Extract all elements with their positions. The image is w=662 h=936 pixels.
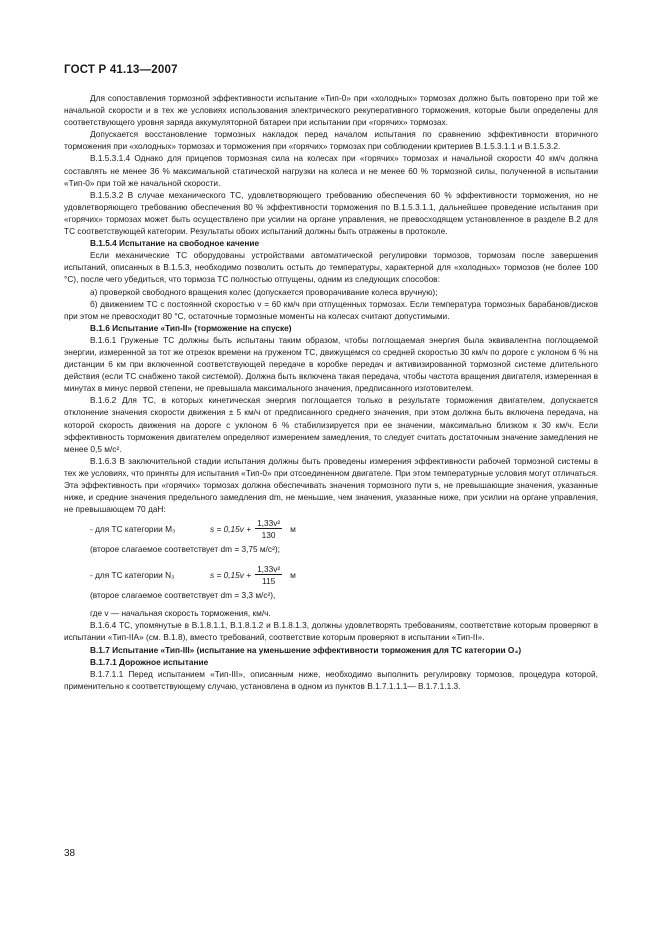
document-header: ГОСТ Р 41.13—2007: [64, 64, 178, 76]
formula-n3-note: (второе слагаемое соответствует dm = 3,3 м/с²),: [90, 590, 276, 601]
paragraph: В.1.7.1.1 Перед испытанием «Тип-III», описанным ниже, необходимо выполнить регулировку тормозов, процедура которой, применительно к соответствующему случаю, установлена в одном из пунктов В.1.7.1.1.1— В.1.7.1.1.3.: [64, 668, 598, 691]
formula-m3-note: (второе слагаемое соответствует dm = 3,75 м/с²);: [90, 544, 280, 555]
paragraph: Допускается восстановление тормозных накладок перед началом испытания по сравнению эффективности вторичного торможения при «холодных» тормозах и торможения при «горячих» тормозах при соблюдении критериев В.1.5.3.1.1 и В.1.5.3.2.: [64, 129, 598, 152]
document-body: [64, 92, 598, 692]
formula-n3-expression: [210, 564, 296, 586]
formula-n3-numerator: 1,33v²: [257, 564, 281, 575]
paragraph: Если механические ТС оборудованы устройствами автоматической регулировки тормозов, тормозам после завершения испытаний, описанных в В.1.5.3, необходимо позволить остыть до температуры, характерной для «холодных» тормозов (не более 100 °С), после чего убедиться, что тормоза ТС полностью отпущены, одним из следующих способов:: [64, 250, 598, 285]
paragraph: В.1.6.4 ТС, упомянутые в В.1.8.1.1, В.1.8.1.2 и В.1.8.1.3, должны удовлетворять требованиям, соответствие которым проверяют в испытании «Тип-IIА» (см. В.1.8), вместо требований, соответствие которым проверяют в испытании «Тип-II».: [64, 620, 598, 643]
formula-m3-lhs: s = 0,15v +: [210, 524, 252, 535]
section-heading: В.1.7.1 Дорожное испытание: [90, 656, 209, 667]
formula-n3-lhs: s = 0,15v +: [210, 570, 252, 581]
paragraph: Для сопоставления тормозной эффективности испытание «Тип-0» при «холодных» тормозах должно быть повторено при той же начальной скорости и в тех же условиях использования электрического рекуперативного торможения, которые были определены для соответствующего уровня заряда аккумуляторной батареи при испытании при «горячих» тормозах.: [64, 93, 598, 128]
formula-m3-fraction: [255, 518, 282, 540]
paragraph: В.1.6.3 В заключительной стадии испытания должны быть проведены измерения эффективности рабочей тормозной системы в тех же условиях, что приняты для испытания «Тип-0» при отсоединенном двигателе. При этом температурные условия могут отличаться. Эта эффективность при «горячих» тормозах должна обеспечивать значения тормозного пути s, не превышающие значения, указанные ниже, и средние значения предельного замедления dm, не меньшие, чем значения, указанные ниже, при усилии на органе управления, не превышающем 70 даН:: [64, 455, 598, 515]
paragraph: В.1.5.3.1.4 Однако для прицепов тормозная сила на колесах при «горячих» тормозах и начальной скорости 40 км/ч должна составлять не менее 36 % максимальной статической нагрузки на колеса и не менее 60 % тормозной силы, полученной в испытании «Тип-0» при той же начальной скорости.: [64, 153, 598, 188]
paragraph: а) проверкой свободного вращения колес (допускается проворачивание колеса вручную);: [90, 286, 438, 297]
paragraph: В.1.5.3.2 В случае механического ТС, удовлетворяющего требованию обеспечения 60 % эффективности торможения, но не удовлетворяющего требованию обеспечения 80 % эффективности торможения по В.1.5.3.1.1, дальнейшее проведение испытания при «горячих» тормозах может быть осуществлено при усилии на органе управления, не превосходящем установленное в разделе В.2 для ТС соответствующей категории. Результаты обоих испытаний должны быть отражены в протоколе.: [64, 189, 598, 237]
formula-n3: [90, 561, 598, 589]
formula-m3-unit: м: [290, 524, 296, 535]
formula-m3: [90, 515, 598, 543]
formula-m3-denominator: 130: [261, 530, 276, 541]
formula-m3-label: - для ТС категории M₃: [90, 524, 176, 535]
paragraph: б) движением ТС с постоянной скоростью v = 60 км/ч при отпущенных тормозах. Если температура тормозных барабанов/дисков при этом не превосходит 80 °С, остаточные тормозные моменты на колесах считают допустимыми.: [64, 298, 598, 321]
paragraph: где v — начальная скорость торможения, км/ч.: [90, 608, 271, 619]
paragraph: В.1.6.1 Груженые ТС должны быть испытаны таким образом, чтобы поглощаемая энергия была эквивалентна поглощаемой энергии, измеренной за тот же отрезок времени на груженом ТС, движущемся со средней скоростью 30 км/ч по дороге с уклоном 6 % на дистанции 6 км при включенной соответствующей передаче в коробке передач и активизированной тормозной системе длительного действия (если ТС снабжено такой системой). Должна быть включена такая передача, чтобы частота вращения двигателя, измеренная в минутах в минус первой степени, не превышала максимального значения, предписанного изготовителем.: [64, 334, 598, 394]
formula-n3-unit: м: [290, 570, 296, 581]
formula-m3-numerator: 1,33v²: [257, 518, 281, 529]
formula-n3-denominator: 115: [261, 576, 276, 587]
section-heading: В.1.6 Испытание «Тип-II» (торможение на спуске): [90, 322, 292, 333]
paragraph: В.1.6.2 Для ТС, в которых кинетическая энергия поглощается только в результате торможения двигателем, допускается отклонение значения скорости движения ± 5 км/ч от предписанного среднего значения, при этом должна быть включена передача, на которой скорость движения на дороге с уклоном 6 % стабилизируется при ее значении, максимально близком к 30 км/ч. Если эффективность торможения двигателем определяют измерением замедления, то следует считать достаточным значение замедления не менее 0,5 м/с².: [64, 395, 598, 454]
formula-n3-fraction: [255, 564, 282, 586]
section-heading: В.1.5.4 Испытание на свободное качение: [90, 238, 260, 249]
formula-n3-label: - для ТС категории N₃: [90, 570, 175, 581]
formula-m3-expression: [210, 518, 296, 540]
page-number: 38: [64, 848, 76, 859]
paragraph-group-2: [64, 607, 598, 692]
section-heading: В.1.7 Испытание «Тип-III» (испытание на уменьшение эффективности торможения для ТС категории O₄): [90, 644, 522, 655]
paragraph-group-1: [64, 92, 598, 515]
